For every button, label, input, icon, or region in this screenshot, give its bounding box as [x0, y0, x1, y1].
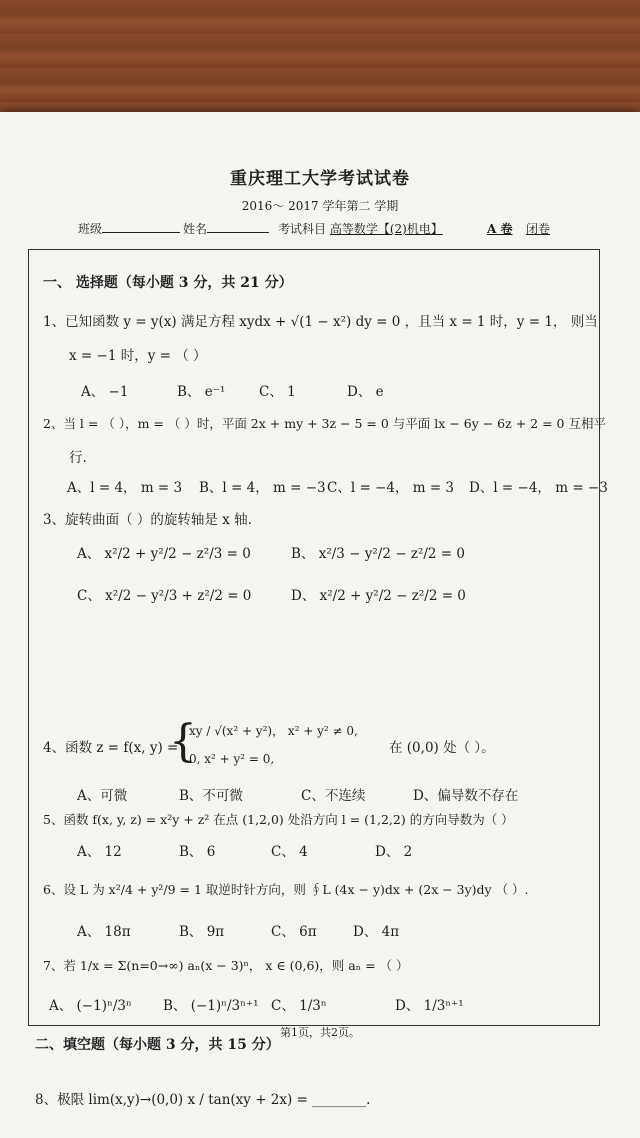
exam-title: 重庆理工大学考试试卷: [230, 169, 410, 189]
q2-option-a: A、l = 4， m = 3: [67, 480, 183, 496]
paper-code: A 卷: [487, 222, 513, 236]
q1-option-d: D、 e: [347, 384, 384, 400]
class-blank: [102, 220, 180, 233]
q7-option-c: C、 1/3ⁿ: [271, 998, 327, 1014]
subject-field: [278, 220, 443, 237]
q6-stem: 6、设 L 为 x²/4 + y²/9 = 1 取逆时针方向，则 ∮L (4x − y)dx + (2x − 3y)dy （ ）.: [43, 882, 529, 897]
class-field: [78, 220, 180, 237]
subject-value: 高等数学【(2)机电】: [329, 222, 443, 236]
q4-brace: {: [169, 716, 197, 767]
q1-option-b: B、 e⁻¹: [177, 384, 226, 400]
q5-option-d: D、 2: [375, 844, 413, 860]
q7-option-d: D、 1/3ⁿ⁺¹: [395, 998, 464, 1014]
exam-type: 闭卷: [526, 222, 551, 236]
q4-option-d: D、偏导数不存在: [413, 788, 519, 804]
q1-option-a: A、 −1: [81, 384, 129, 400]
q4-case2: 0, x² + y² = 0,: [189, 752, 275, 766]
q8-stem: 8、极限 lim(x,y)→(0,0) x / tan(xy + 2x) = ________.: [35, 1092, 371, 1108]
q1-line1: 1、已知函数 y = y(x) 满足方程 xydx + √(1 − x²) dy = 0 ，且当 x = 1 时，y = 1， 则当: [43, 314, 598, 330]
q5-option-b: B、 6: [179, 844, 216, 860]
section2-heading: 二、填空题（每小题 3 分，共 15 分）: [35, 1037, 280, 1053]
section1-heading: 一、 选择题（每小题 3 分，共 21 分）: [43, 275, 293, 291]
q7-option-a: A、 (−1)ⁿ/3ⁿ: [49, 998, 132, 1014]
subject-label: 考试科目: [278, 222, 327, 236]
q6-option-a: A、 18π: [77, 924, 131, 940]
q1-line2: x = −1 时，y = （ ）: [69, 348, 207, 364]
q4-prefix: 4、函数 z = f(x, y) =: [43, 740, 179, 756]
q2-option-b: B、l = 4， m = −3: [199, 480, 326, 496]
q5-option-a: A、 12: [77, 844, 122, 860]
q6-option-b: B、 9π: [179, 924, 225, 940]
q3-option-c: C、 x²/2 − y²/3 + z²/2 = 0: [77, 588, 252, 604]
q5-option-c: C、 4: [271, 844, 308, 860]
q2-line2: 行.: [69, 450, 87, 466]
q3-option-d: D、 x²/2 + y²/2 − z²/2 = 0: [291, 588, 466, 604]
q1-option-c: C、 1: [259, 384, 296, 400]
academic-term: 2016～ 2017 学年第二 学期: [241, 199, 399, 213]
q2-line1: 2、当 l = （ ），m = （ ）时，平面 2x + my + 3z − 5 = 0 与平面 lx − 6y − 6z + 2 = 0 互相平: [43, 416, 606, 431]
q3-option-b: B、 x²/3 − y²/2 − z²/2 = 0: [291, 546, 465, 562]
q4-option-a: A、可微: [77, 788, 128, 804]
name-label: 姓名: [183, 222, 208, 236]
q4-option-c: C、不连续: [301, 788, 366, 804]
page-footer: 第1页，共2页。: [280, 1026, 360, 1039]
q2-option-d: D、l = −4， m = −3: [469, 480, 608, 496]
q4-suffix: 在 (0,0) 处（ ）。: [389, 740, 495, 756]
q3-stem: 3、旋转曲面（ ）的旋转轴是 x 轴.: [43, 512, 252, 528]
q3-option-a: A、 x²/2 + y²/2 − z²/3 = 0: [77, 546, 251, 562]
q7-stem: 7、若 1/x = Σ(n=0→∞) aₙ(x − 3)ⁿ， x ∈ (0,6)，则 aₙ = （ ）: [43, 958, 409, 973]
q6-option-c: C、 6π: [271, 924, 317, 940]
q4-case1: xy / √(x² + y²)， x² + y² ≠ 0,: [189, 724, 358, 738]
q2-option-c: C、l = −4， m = 3: [327, 480, 455, 496]
name-field: [183, 220, 269, 237]
q7-option-b: B、 (−1)ⁿ/3ⁿ⁺¹: [163, 998, 259, 1014]
class-label: 班级: [78, 222, 103, 236]
q5-stem: 5、函数 f(x, y, z) = x²y + z² 在点 (1,2,0) 处沿方向 l = (1,2,2) 的方向导数为（ ）: [43, 812, 514, 827]
q4-option-b: B、不可微: [179, 788, 243, 804]
name-blank: [207, 220, 269, 233]
q6-option-d: D、 4π: [353, 924, 400, 940]
exam-paper: [0, 112, 640, 1138]
